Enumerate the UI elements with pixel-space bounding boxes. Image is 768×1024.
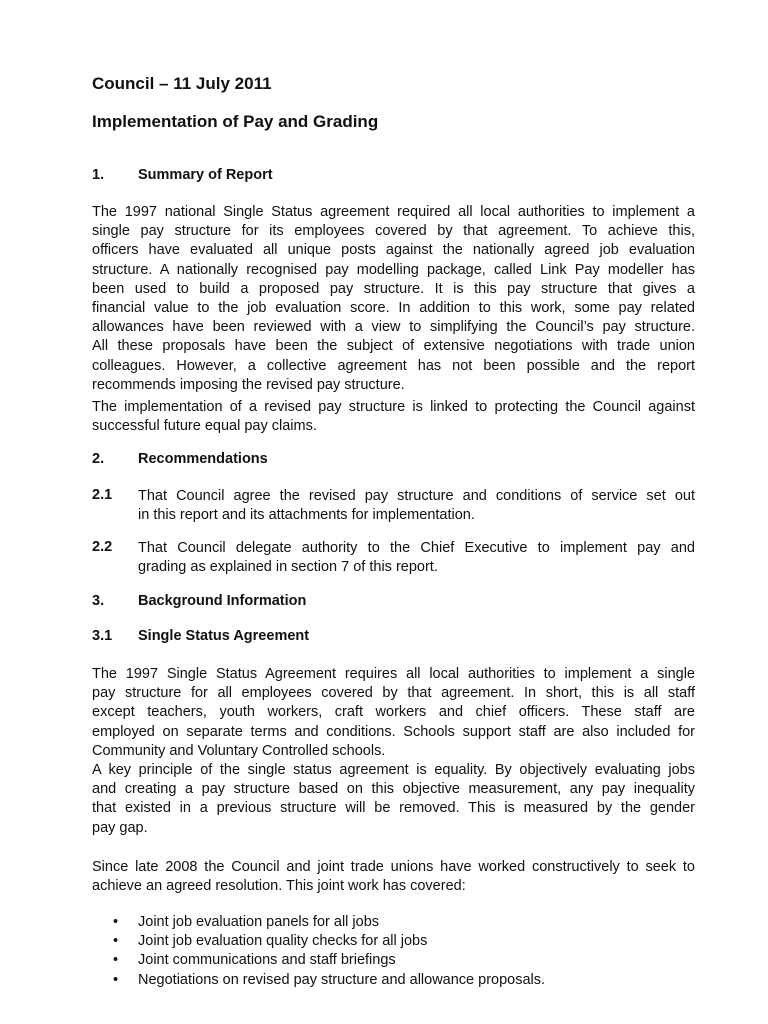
- text-line: employed on separate terms and conditions. Schools support staff are also included for: [92, 723, 695, 740]
- text-line: except teachers, youth workers, craft workers and chief officers. These staff are: [92, 704, 695, 721]
- recommendation-number: 2.2: [92, 539, 113, 555]
- paragraph-single-status: [92, 665, 695, 761]
- text-line: That Council delegate authority to the Chief Executive to implement pay and: [138, 540, 695, 556]
- text-line: allowances have been reviewed with a view to simplifying the Council’s pay structure.: [92, 319, 695, 336]
- paragraph-implementation: [92, 398, 695, 436]
- section-heading-1: [92, 167, 695, 183]
- text-line: structure. A nationally recognised pay modelling package, called Link Pay modeller has: [92, 261, 695, 278]
- list-item: [113, 951, 545, 970]
- text-line: grading as explained in section 7 of this report.: [138, 559, 438, 576]
- text-line: successful future equal pay claims.: [92, 418, 317, 435]
- text-line: single pay structure for its employees covered by that agreement. To achieve this,: [92, 223, 695, 240]
- section-label: Background Information: [138, 593, 307, 609]
- section-number: 1.: [92, 167, 105, 183]
- paragraph-summary: [92, 203, 695, 395]
- text-line: pay structure for all employees covered by that agreement. In short, this is all staff: [92, 685, 695, 702]
- text-line: officers have evaluated all unique posts against the nationally agreed job evaluation: [92, 242, 695, 259]
- section-label: Single Status Agreement: [138, 628, 310, 644]
- list-item-text: Negotiations on revised pay structure and allowance proposals.: [138, 971, 546, 988]
- bullet-icon: •: [113, 952, 119, 969]
- text-line: pay gap.: [92, 819, 148, 836]
- list-item: [113, 971, 545, 990]
- text-line: been used to build a proposed pay structure. It is this pay structure that gives a: [92, 280, 695, 297]
- text-line: The 1997 national Single Status agreement required all local authorities to implement a: [92, 204, 695, 220]
- paragraph-joint-work: [92, 858, 695, 896]
- list-item: [113, 932, 545, 951]
- bullet-icon: •: [113, 933, 119, 950]
- text-line: recommends imposing the revised pay structure.: [92, 376, 405, 393]
- section-number: 3.: [92, 593, 105, 609]
- document-title: Council – 11 July 2011: [92, 74, 272, 93]
- section-number: 3.1: [92, 628, 113, 644]
- list-item-text: Joint job evaluation panels for all jobs: [138, 914, 380, 930]
- text-line: Since late 2008 the Council and joint trade unions have worked constructively to seek to: [92, 859, 695, 875]
- section-heading-2: [92, 451, 695, 467]
- text-line: All these proposals have been the subject of extensive negotiations with trade union: [92, 338, 695, 355]
- section-label: Recommendations: [138, 451, 268, 467]
- text-line: that existed in a previous structure will be removed. This is measured by the gender: [92, 800, 695, 817]
- section-heading-3-1: [92, 628, 695, 644]
- section-heading-3: [92, 593, 695, 609]
- recommendation-2-2: [138, 539, 695, 577]
- text-line: financial value to the job evaluation score. In addition to this work, some pay related: [92, 300, 695, 317]
- list-item-text: Joint communications and staff briefings: [138, 952, 396, 969]
- text-line: A key principle of the single status agreement is equality. By objectively evaluating jobs: [92, 762, 695, 778]
- bullet-icon: •: [113, 914, 119, 930]
- text-line: in this report and its attachments for implementation.: [138, 507, 475, 524]
- section-label: Summary of Report: [138, 167, 273, 183]
- list-item-text: Joint job evaluation quality checks for all jobs: [138, 933, 428, 950]
- document-subtitle: Implementation of Pay and Grading: [92, 112, 379, 131]
- section-number: 2.: [92, 451, 105, 467]
- text-line: The implementation of a revised pay structure is linked to protecting the Council against: [92, 399, 695, 415]
- bullet-icon: •: [113, 971, 119, 988]
- bullet-list: [113, 913, 545, 990]
- text-line: That Council agree the revised pay structure and conditions of service set out: [138, 488, 695, 504]
- text-line: and creating a pay structure based on this objective measurement, any pay inequality: [92, 781, 695, 798]
- recommendation-number: 2.1: [92, 487, 113, 503]
- text-line: achieve an agreed resolution. This joint work has covered:: [92, 878, 466, 895]
- recommendation-2-1: [138, 487, 695, 525]
- text-line: Community and Voluntary Controlled schools.: [92, 742, 386, 759]
- list-item: [113, 913, 545, 932]
- text-line: The 1997 Single Status Agreement requires all local authorities to implement a single: [92, 666, 695, 682]
- text-line: colleagues. However, a collective agreement has not been possible and the report: [92, 357, 695, 374]
- paragraph-equality: [92, 761, 695, 838]
